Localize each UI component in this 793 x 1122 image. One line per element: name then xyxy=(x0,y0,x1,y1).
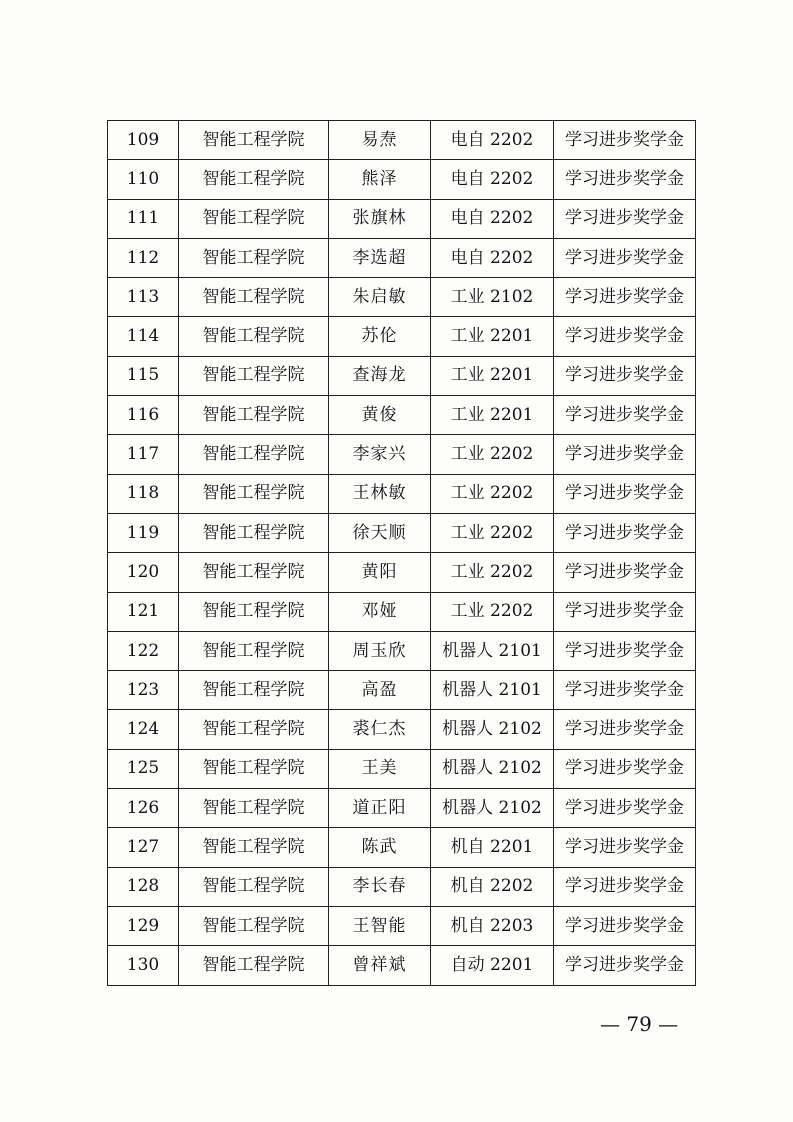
table-body xyxy=(108,121,696,986)
award-cell: 学习进步奖学金 xyxy=(554,160,696,199)
college-cell: 智能工程学院 xyxy=(179,435,329,474)
class-cell: 工业 2201 xyxy=(431,317,554,356)
row-number-cell: 125 xyxy=(108,749,179,788)
award-cell: 学习进步奖学金 xyxy=(554,356,696,395)
class-cell: 工业 2202 xyxy=(431,474,554,513)
row-number-cell: 123 xyxy=(108,671,179,710)
college-cell: 智能工程学院 xyxy=(179,160,329,199)
student-name-cell: 周玉欣 xyxy=(329,631,431,670)
row-number-cell: 114 xyxy=(108,317,179,356)
class-cell: 电自 2202 xyxy=(431,199,554,238)
student-name-cell: 邓娅 xyxy=(329,592,431,631)
award-cell: 学习进步奖学金 xyxy=(554,710,696,749)
student-name-cell: 苏伦 xyxy=(329,317,431,356)
class-cell: 电自 2202 xyxy=(431,238,554,277)
table-row xyxy=(108,474,696,513)
award-cell: 学习进步奖学金 xyxy=(554,671,696,710)
student-name-cell: 黄俊 xyxy=(329,396,431,435)
student-name-cell: 高盈 xyxy=(329,671,431,710)
award-cell: 学习进步奖学金 xyxy=(554,435,696,474)
class-cell: 工业 2201 xyxy=(431,396,554,435)
table-row xyxy=(108,592,696,631)
row-number-cell: 109 xyxy=(108,121,179,160)
college-cell: 智能工程学院 xyxy=(179,631,329,670)
row-number-cell: 122 xyxy=(108,631,179,670)
student-name-cell: 黄阳 xyxy=(329,553,431,592)
college-cell: 智能工程学院 xyxy=(179,121,329,160)
row-number-cell: 130 xyxy=(108,946,179,985)
class-cell: 工业 2202 xyxy=(431,592,554,631)
college-cell: 智能工程学院 xyxy=(179,474,329,513)
table-row xyxy=(108,906,696,945)
row-number-cell: 121 xyxy=(108,592,179,631)
student-name-cell: 徐天顺 xyxy=(329,513,431,552)
award-cell: 学习进步奖学金 xyxy=(554,946,696,985)
class-cell: 电自 2202 xyxy=(431,160,554,199)
table-row xyxy=(108,199,696,238)
class-cell: 机器人 2102 xyxy=(431,710,554,749)
student-name-cell: 王智能 xyxy=(329,906,431,945)
row-number-cell: 120 xyxy=(108,553,179,592)
class-cell: 机器人 2102 xyxy=(431,789,554,828)
award-cell: 学习进步奖学金 xyxy=(554,789,696,828)
student-name-cell: 道正阳 xyxy=(329,789,431,828)
college-cell: 智能工程学院 xyxy=(179,356,329,395)
table-row xyxy=(108,513,696,552)
award-cell: 学习进步奖学金 xyxy=(554,238,696,277)
student-name-cell: 熊泽 xyxy=(329,160,431,199)
table-row xyxy=(108,946,696,985)
award-cell: 学习进步奖学金 xyxy=(554,592,696,631)
table-row xyxy=(108,789,696,828)
award-cell: 学习进步奖学金 xyxy=(554,631,696,670)
college-cell: 智能工程学院 xyxy=(179,553,329,592)
award-cell: 学习进步奖学金 xyxy=(554,396,696,435)
class-cell: 机器人 2101 xyxy=(431,671,554,710)
class-cell: 工业 2202 xyxy=(431,553,554,592)
college-cell: 智能工程学院 xyxy=(179,396,329,435)
scholarship-table xyxy=(107,120,696,986)
student-name-cell: 王林敏 xyxy=(329,474,431,513)
award-cell: 学习进步奖学金 xyxy=(554,867,696,906)
college-cell: 智能工程学院 xyxy=(179,278,329,317)
college-cell: 智能工程学院 xyxy=(179,789,329,828)
student-name-cell: 查海龙 xyxy=(329,356,431,395)
college-cell: 智能工程学院 xyxy=(179,828,329,867)
row-number-cell: 118 xyxy=(108,474,179,513)
row-number-cell: 126 xyxy=(108,789,179,828)
class-cell: 工业 2202 xyxy=(431,513,554,552)
award-cell: 学习进步奖学金 xyxy=(554,513,696,552)
table-row xyxy=(108,671,696,710)
class-cell: 工业 2202 xyxy=(431,435,554,474)
student-name-cell: 易焘 xyxy=(329,121,431,160)
student-name-cell: 裘仁杰 xyxy=(329,710,431,749)
page-number: — 79 — xyxy=(600,1012,679,1036)
college-cell: 智能工程学院 xyxy=(179,906,329,945)
table-row xyxy=(108,828,696,867)
college-cell: 智能工程学院 xyxy=(179,946,329,985)
row-number-cell: 124 xyxy=(108,710,179,749)
college-cell: 智能工程学院 xyxy=(179,317,329,356)
class-cell: 机自 2203 xyxy=(431,906,554,945)
class-cell: 机自 2201 xyxy=(431,828,554,867)
row-number-cell: 113 xyxy=(108,278,179,317)
student-name-cell: 曾祥斌 xyxy=(329,946,431,985)
table-row xyxy=(108,238,696,277)
table-row xyxy=(108,356,696,395)
award-cell: 学习进步奖学金 xyxy=(554,474,696,513)
class-cell: 自动 2201 xyxy=(431,946,554,985)
class-cell: 机自 2202 xyxy=(431,867,554,906)
college-cell: 智能工程学院 xyxy=(179,867,329,906)
student-name-cell: 张旗林 xyxy=(329,199,431,238)
table-row xyxy=(108,710,696,749)
class-cell: 电自 2202 xyxy=(431,121,554,160)
award-cell: 学习进步奖学金 xyxy=(554,828,696,867)
table-row xyxy=(108,867,696,906)
table-row xyxy=(108,317,696,356)
row-number-cell: 111 xyxy=(108,199,179,238)
student-name-cell: 陈武 xyxy=(329,828,431,867)
row-number-cell: 129 xyxy=(108,906,179,945)
student-name-cell: 李选超 xyxy=(329,238,431,277)
college-cell: 智能工程学院 xyxy=(179,513,329,552)
row-number-cell: 117 xyxy=(108,435,179,474)
row-number-cell: 127 xyxy=(108,828,179,867)
class-cell: 机器人 2101 xyxy=(431,631,554,670)
award-cell: 学习进步奖学金 xyxy=(554,906,696,945)
class-cell: 工业 2102 xyxy=(431,278,554,317)
student-name-cell: 李长春 xyxy=(329,867,431,906)
student-name-cell: 王美 xyxy=(329,749,431,788)
class-cell: 工业 2201 xyxy=(431,356,554,395)
class-cell: 机器人 2102 xyxy=(431,749,554,788)
row-number-cell: 116 xyxy=(108,396,179,435)
college-cell: 智能工程学院 xyxy=(179,671,329,710)
table-row xyxy=(108,121,696,160)
award-cell: 学习进步奖学金 xyxy=(554,553,696,592)
table-row xyxy=(108,435,696,474)
student-name-cell: 李家兴 xyxy=(329,435,431,474)
table-row xyxy=(108,396,696,435)
award-cell: 学习进步奖学金 xyxy=(554,278,696,317)
award-cell: 学习进步奖学金 xyxy=(554,749,696,788)
table-row xyxy=(108,631,696,670)
college-cell: 智能工程学院 xyxy=(179,199,329,238)
college-cell: 智能工程学院 xyxy=(179,238,329,277)
row-number-cell: 119 xyxy=(108,513,179,552)
college-cell: 智能工程学院 xyxy=(179,710,329,749)
row-number-cell: 115 xyxy=(108,356,179,395)
row-number-cell: 112 xyxy=(108,238,179,277)
row-number-cell: 128 xyxy=(108,867,179,906)
award-cell: 学习进步奖学金 xyxy=(554,317,696,356)
college-cell: 智能工程学院 xyxy=(179,749,329,788)
table-row xyxy=(108,160,696,199)
award-cell: 学习进步奖学金 xyxy=(554,121,696,160)
row-number-cell: 110 xyxy=(108,160,179,199)
college-cell: 智能工程学院 xyxy=(179,592,329,631)
table-row xyxy=(108,749,696,788)
table-row xyxy=(108,278,696,317)
student-name-cell: 朱启敏 xyxy=(329,278,431,317)
table-row xyxy=(108,553,696,592)
award-cell: 学习进步奖学金 xyxy=(554,199,696,238)
